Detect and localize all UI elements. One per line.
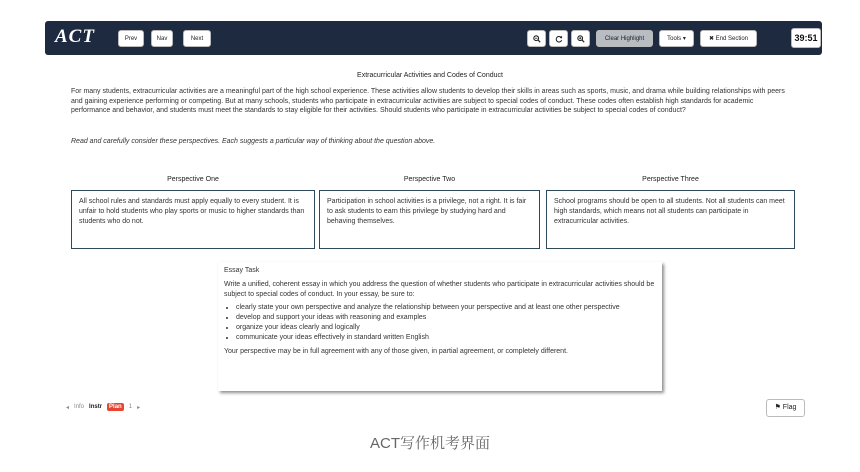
timer: 39:51	[791, 28, 821, 48]
zoom-in-button[interactable]	[571, 30, 590, 47]
passage-intro: For many students, extracurricular activities are a meaningful part of the high school experience. These activities allow students to develop their skills in areas such as sports, music, and drama while building relationships with peers and gaining experience performing or competing. But at many schools, students who participate in extracurricular activities are subject to special codes of conduct. These codes often establish high standards for academic performance and behavior, and students must meet the standards to stay eligible for their activities. Should students who participate in extracurricular activities be subject to special codes of conduct?	[71, 88, 785, 114]
essay-task-title: Essay Task	[224, 267, 260, 274]
tools-dropdown[interactable]: Tools ▾	[659, 30, 694, 47]
essay-task-list	[224, 303, 656, 343]
perspective-one-box: All school rules and standards must apply equally to every student. It is unfair to hold students who play sports or music to higher standards than students who do not.	[71, 190, 315, 249]
nav-right-arrow-icon[interactable]: ▸	[137, 404, 141, 411]
passage-instruction: Read and carefully consider these perspectives. Each suggests a particular way of thinking about the question above.	[71, 138, 436, 145]
refresh-icon	[555, 35, 563, 43]
perspective-three-box: School programs should be open to all students. Not all students can meet high standards, which means not all students can participate in extracurricular activities.	[546, 190, 795, 249]
prev-button[interactable]: Prev	[118, 30, 144, 47]
end-section-button[interactable]: ✖ End Section	[700, 30, 757, 47]
flag-button[interactable]: ⚑ Flag	[766, 399, 805, 417]
info-tab[interactable]: Info	[74, 404, 85, 410]
instructions-tab[interactable]: Instr	[89, 404, 103, 410]
essay-task-prompt: Write a unified, coherent essay in which you address the question of whether students who participate in extracurricular activities should be subject to special codes of conduct. In your essay, be sure to:	[224, 281, 655, 298]
page-1-tab[interactable]: 1	[128, 404, 133, 410]
magnifier-plus-icon	[577, 35, 585, 43]
perspective-two-box: Participation in school activities is a privilege, not a right. It is fair to ask students to earn this privilege by studying hard and behaving themselves.	[319, 190, 540, 249]
magnifier-minus-icon	[533, 35, 541, 43]
reset-zoom-button[interactable]	[549, 30, 568, 47]
zoom-out-button[interactable]	[527, 30, 546, 47]
clear-highlight-button[interactable]: Clear Highlight	[596, 30, 653, 47]
essay-task-bullet: • communicate your ideas effectively in standard written English	[236, 333, 656, 343]
essay-task-bullet: • clearly state your own perspective and analyze the relationship between your perspective and at least one other perspective	[236, 303, 656, 313]
essay-task-bullet: • organize your ideas clearly and logically	[236, 323, 656, 333]
essay-task-bullet: • develop and support your ideas with reasoning and examples	[236, 313, 656, 323]
bottom-navigation	[66, 403, 140, 411]
perspective-one-heading: Perspective One	[167, 176, 219, 183]
plan-tab[interactable]: Plan	[109, 404, 122, 410]
next-button[interactable]: Next	[183, 30, 211, 47]
perspective-three-heading: Perspective Three	[642, 176, 699, 183]
essay-task-closing: Your perspective may be in full agreement with any of those given, in partial agreement, or completely different.	[224, 348, 568, 355]
essay-task-panel	[218, 262, 662, 391]
toolbar	[45, 21, 822, 55]
caption: ACT写作机考界面	[369, 435, 490, 452]
perspective-two-heading: Perspective Two	[403, 176, 456, 183]
act-logo: ACT	[55, 26, 95, 47]
nav-button[interactable]: Nav	[151, 30, 173, 47]
passage-title: Extracurricular Activities and Codes of Conduct	[357, 72, 503, 79]
nav-left-arrow-icon[interactable]: ◂	[66, 404, 70, 411]
